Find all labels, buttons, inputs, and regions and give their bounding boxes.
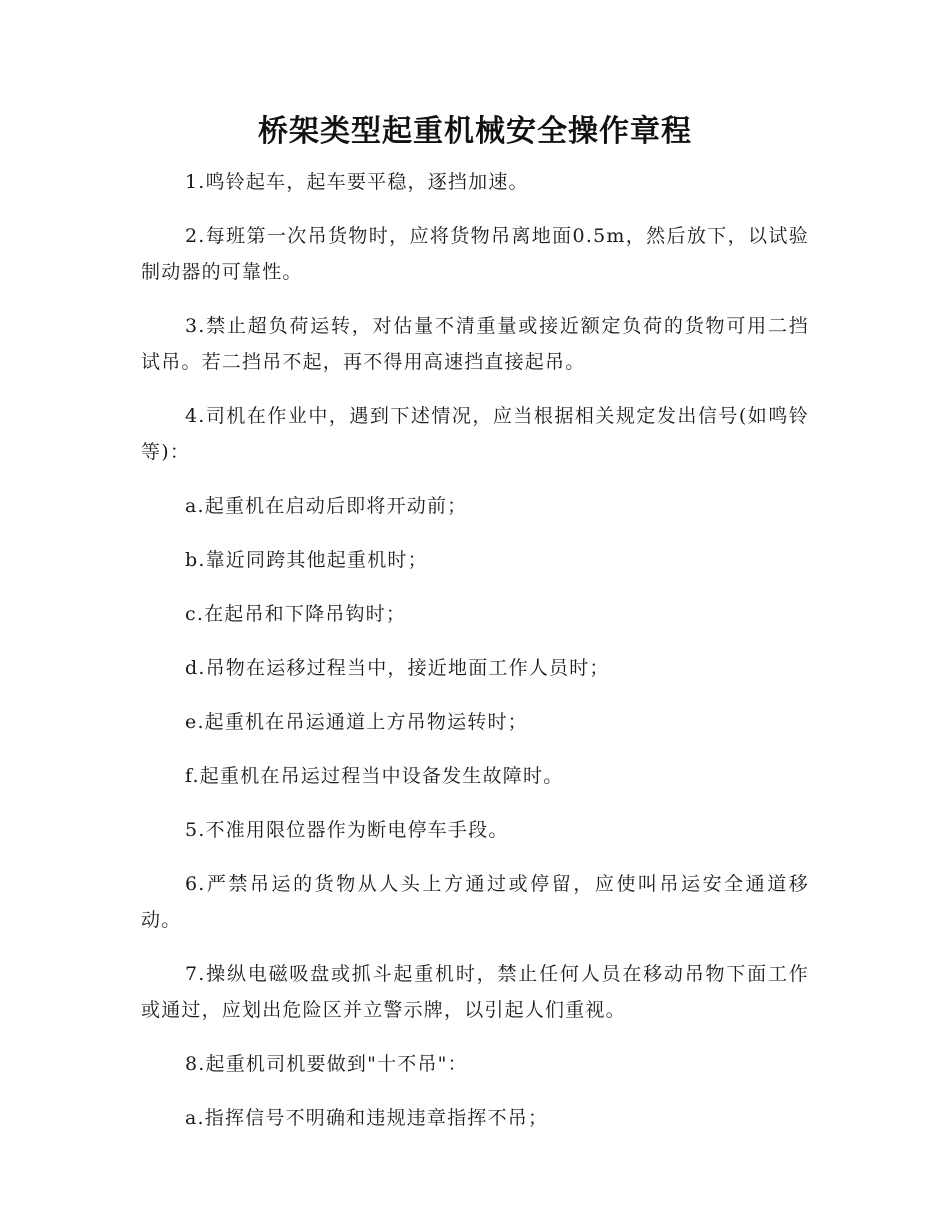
paragraph-4d: d.吊物在运移过程当中，接近地面工作人员时； [185, 657, 610, 679]
paragraph-1: 1.鸣铃起车，起车要平稳，逐挡加速。 [185, 171, 529, 193]
paragraph-4e: e.起重机在吊运通道上方吊物运转时； [185, 711, 528, 733]
paragraph-8: 8.起重机司机要做到"十不吊"： [185, 1053, 468, 1075]
paragraph-8a: a.指挥信号不明确和违规违章指挥不吊； [185, 1107, 549, 1129]
document-body [141, 164, 809, 1154]
document-title: 桥架类型起重机械安全操作章程 [258, 114, 692, 149]
paragraph-3: 3.禁止超负荷运转，对估量不清重量或接近额定负荷的货物可用二挡试吊。若二挡吊不起，再不得用高速挡直接起吊。 [141, 315, 809, 373]
paragraph-4f: f.起重机在吊运过程当中设备发生故障时。 [185, 765, 564, 787]
paragraph-4c: c.在起吊和下降吊钩时； [185, 603, 407, 625]
paragraph-4b: b.靠近同跨其他起重机时； [185, 549, 428, 571]
paragraph-4: 4.司机在作业中，遇到下述情况，应当根据相关规定发出信号(如鸣铃等)： [141, 405, 809, 463]
paragraph-4a: a.起重机在启动后即将开动前； [185, 495, 468, 517]
paragraph-2: 2.每班第一次吊货物时，应将货物吊离地面0.5m，然后放下，以试验制动器的可靠性。 [141, 225, 809, 283]
paragraph-6: 6.严禁吊运的货物从人头上方通过或停留，应使叫吊运安全通道移动。 [141, 873, 809, 931]
paragraph-5: 5.不准用限位器作为断电停车手段。 [185, 819, 509, 841]
paragraph-7: 7.操纵电磁吸盘或抓斗起重机时，禁止任何人员在移动吊物下面工作或通过，应划出危险区并立警示牌，以引起人们重视。 [141, 963, 809, 1021]
